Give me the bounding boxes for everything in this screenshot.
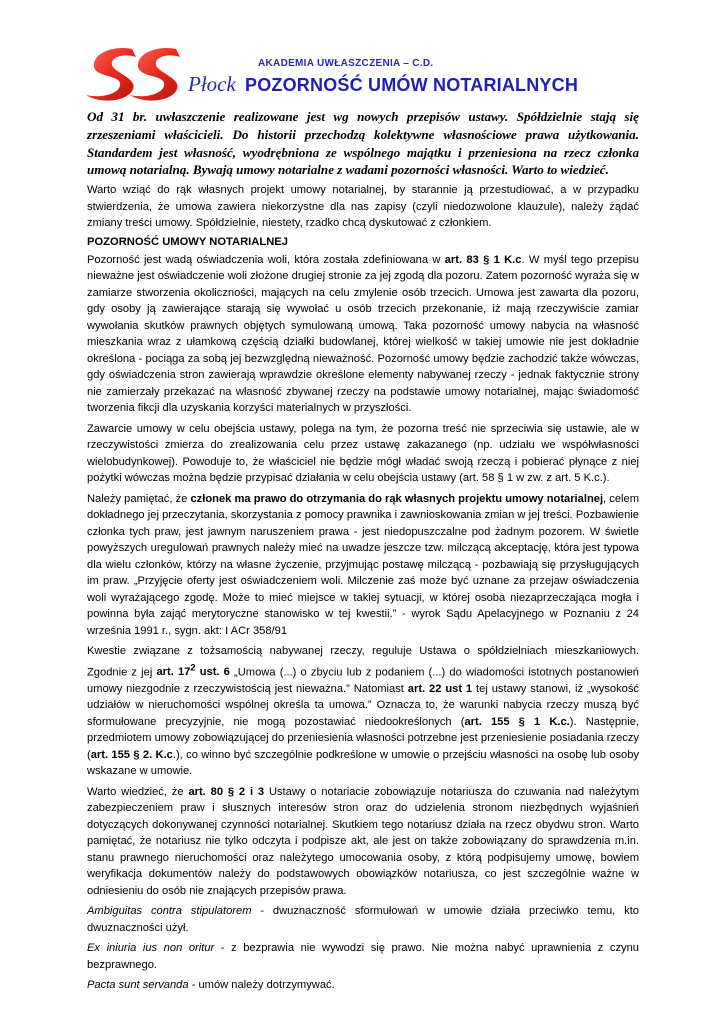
article-body — [87, 108, 639, 998]
paragraph-4: Kwestie związane z tożsamością nabywanej rzeczy, reguluje Ustawa o spółdzielniach mieszkaniowych. Zgodnie z jej art. $17^2$ ust. 6 „Umowa (...) o zbyciu lub z podaniem (...) do wiadomości istotnych postanowień umowy niezgodnie z rzeczywistością jest nieważna.” Natomiast art. 22 ust 1 tej ustawy stanowi, iż „wysokość udziałów w nieruchomości wspólnej określa ta umowa.” Oznacza to, że warunki nabycia rzeczy muszą być sformułowane precyzyjnie, nie mogą pozostawiać niedookreślonych (art. 155 § 1 K.c.). Następnie, przedmiotem umowy zobowiązującej do przeniesienia własności potrzebne jest przeniesienie posiadania rzeczy (art. 155 § 2. K.c.), co winno być szczególnie podkreślone w umowie o przejściu własności na osobę lub osoby wskazane w umowie. — [87, 645, 639, 778]
maxim-1: Ambiguitas contra stipulatorem - dwuznaczność sformułowań w umowie działa przeciwko temu, kto dwuznaczności użył. — [87, 905, 639, 934]
paragraph-5: Warto wiedzieć, że art. 80 § 2 i 3 Ustawy o notariacie zobowiązuje notariusza do czuwania nad należytym zabezpieczeniem praw i słusznych interesów stron oraz do udzielenia stronom niezbędnych wyjaśnień dotyczących dokonywanej czynności notarialnej. Skutkiem tego notariusz działa na rzecz obydwu stron. Warto pamiętać, że notariusz nie tylko odczyta i podpisze akt, ale jest on także zobowiązany do sprawdzenia m.in. stanu prawnego nieruchomości oraz należytego umocowania osoby, z którą podpisujemy umowę, bowiem weryfikacja dokumentów należy do podstawowych obowiązków notariusza, co jest szczególnie ważne w odniesieniu do osób nie znających przepisów prawa. — [87, 785, 640, 897]
section-heading: POZORNOŚĆ UMOWY NOTARIALNEJ — [87, 235, 288, 248]
legal-ref: art. 22 ust 1 — [407, 682, 473, 695]
paragraph-3: Należy pamiętać, że członek ma prawo do otrzymania do rąk własnych projektu umowy notarialnej, celem dokładnego jej przeczytania, skorzystania z pomocy prawnika i zawnioskowania zmian w jej treści. Pozbawienie członka tych praw, jest jawnym naruszeniem prawa - jest niedopuszczalne pod żadnym pozorem. W świetle powyższych uregulowań prawnych należy mieć na uwadze jeszcze tzw. milczącą akceptację, która jest typowa dla wielu członków, którzy na własne życzenie, przyjmując postawę milczącą - pozbawiają się przysługujących im praw. „Przyjęcie oferty jest oświadczeniem woli. Milczenie zaś może być uznane za przejaw oświadczenia woli wyrażającego zgodę. Może to mieć miejsce w takiej sytuacji, w której osoba niezaprzeczająca mogła i powinna była zająć merytoryczne stanowisko w tej kwestii.” - wyrok Sądu Apelacyjnego w Poznaniu z 24 września 1991 r., sygn. akt: I ACr 358/91 — [87, 492, 639, 637]
paragraph-2: Zawarcie umowy w celu obejścia ustawy, polega na tym, że pozorna treść nie sprzeciwia się ustawie, ale w rzeczywistości zmierza do zrealizowania celu przez ustawę zakazanego (np. udziału we współwłasności wielobudynkowej). Powoduje to, że właściciel nie będzie mógł władać swoją rzeczą i pobierać płynące z niej pożytki wówczas można będzie przypisać działania w celu obejścia ustawy (art. 58 § 1 w zw. z art. 5 K.c.). — [87, 422, 639, 485]
page-title: POZORNOŚĆ UMÓW NOTARIALNYCH — [245, 75, 579, 95]
legal-ref: art. 155 § 2. K.c — [90, 748, 173, 761]
legal-ref: art. 83 § 1 K.c — [444, 253, 522, 266]
paragraph-1: Pozorność jest wadą oświadczenia woli, która została zdefiniowana w art. 83 § 1 K.c. W myśl tego przepisu nieważne jest oświadczenie woli złożone drugiej stronie za jej zgodą dla pozoru. Zatem pozorność wyraża się w zamiarze stworzenia okoliczności, mających na celu zmylenie osób trzecich. Umowa jest zawarta dla pozoru, gdy osoby ją zawierające starają się wywołać u osób trzecich przekonanie, iż mają rzeczywiście zamiar wywołania skutków prawnych objętych symulowaną umową. Taka pozorność umowy nabycia na własność mieszkania wraz z ułamkową częścią działki budowlanej, której wielkość w takiej umowie nie jest dokładnie określona - pociąga za sobą jej bezwzględną nieważność. Pozorność umowy będzie zachodzić także wówczas, gdy oświadczenia stron zawierają wprawdzie określone elementy nabywanej rzeczy - jednak faktycznie strony nie zamierzały przekazać na własność zbywanej rzeczy na podstawie umowy notarialnej, mając świadomość tworzenia fikcji dla uzyskania korzyści materialnych w przyszłości. — [87, 253, 640, 415]
maxim-2: Ex iniuria ius non oritur - z bezprawia nie wywodzi się prawo. Nie można nabyć uprawnienia z czynu bezprawnego. — [87, 942, 639, 971]
legal-ref: art. 155 § 1 K.c. — [464, 715, 570, 728]
legal-ref: art. $17^2$ ust. 6 — [156, 662, 230, 679]
maxim-3: Pacta sunt servanda - umów należy dotrzymywać. — [87, 979, 335, 992]
emphasis: członek ma prawo do otrzymania do rąk własnych projektu umowy notarialnej — [190, 492, 604, 505]
header-subtitle: AKADEMIA UWŁASZCZENIA – C.D. — [258, 58, 434, 69]
intro-paragraph: Warto wziąć do rąk własnych projekt umowy notarialnej, by starannie ją przestudiować, a w przypadku stwierdzenia, że umowa zawiera niekorzystne dla nas zapisy (czyli niedozwolone klauzule), należy żądać zmiany treści umowy. Spółdzielnie, niestety, rzadko chcą dyskutować z członkiem. — [87, 184, 639, 230]
akademia-logo — [84, 43, 252, 103]
logo-text: Płock — [188, 72, 236, 96]
lead-paragraph: Od 31 br. uwłaszczenie realizowane jest wg nowych przepisów ustawy. Spółdzielnie stają się zrzeszeniami właścicieli. Do historii przechodzą kolektywne własnościowe prawa użytkowania. Standardem jest własność, wyodrębniona ze wspólnego majątku i przeniesiona na rzecz członka umową notarialną. Bywają umowy notarialne z wadami pozorności własności. Warto to wiedzieć. — [87, 109, 639, 178]
legal-ref: art. 80 § 2 i 3 — [188, 785, 265, 798]
